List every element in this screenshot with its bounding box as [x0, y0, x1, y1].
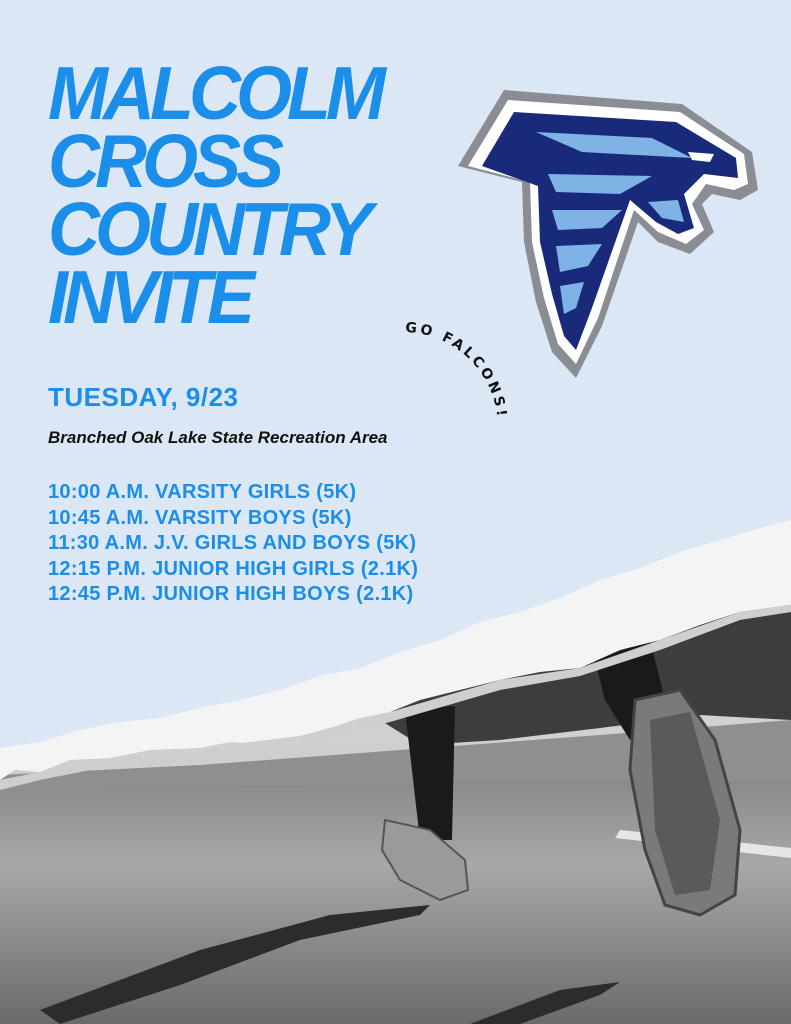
title-line-1: MALCOLM — [48, 51, 381, 136]
schedule-item: 12:15 P.M. JUNIOR HIGH GIRLS (2.1K) — [48, 557, 419, 580]
title-line-4: INVITE — [48, 255, 251, 340]
race-schedule — [48, 480, 418, 608]
slogan-text: GO FALCONS! — [404, 319, 510, 420]
schedule-item: 11:30 A.M. J.V. GIRLS AND BOYS (5K) — [48, 532, 417, 554]
schedule-item: 10:45 A.M. VARSITY BOYS (5K) — [48, 506, 352, 529]
schedule-item: 12:45 P.M. JUNIOR HIGH BOYS (2.1K) — [48, 583, 414, 605]
event-date: TUESDAY, 9/23 — [48, 382, 239, 412]
schedule-item: 10:00 A.M. VARSITY GIRLS (5K) — [48, 481, 357, 503]
slogan-curved-text — [395, 310, 535, 460]
svg-text:GO FALCONS! — [405, 320, 510, 420]
event-venue: Branched Oak Lake State Recreation Area — [48, 428, 388, 447]
title-line-3: COUNTRY — [48, 187, 368, 272]
title-line-2: CROSS — [48, 119, 280, 204]
